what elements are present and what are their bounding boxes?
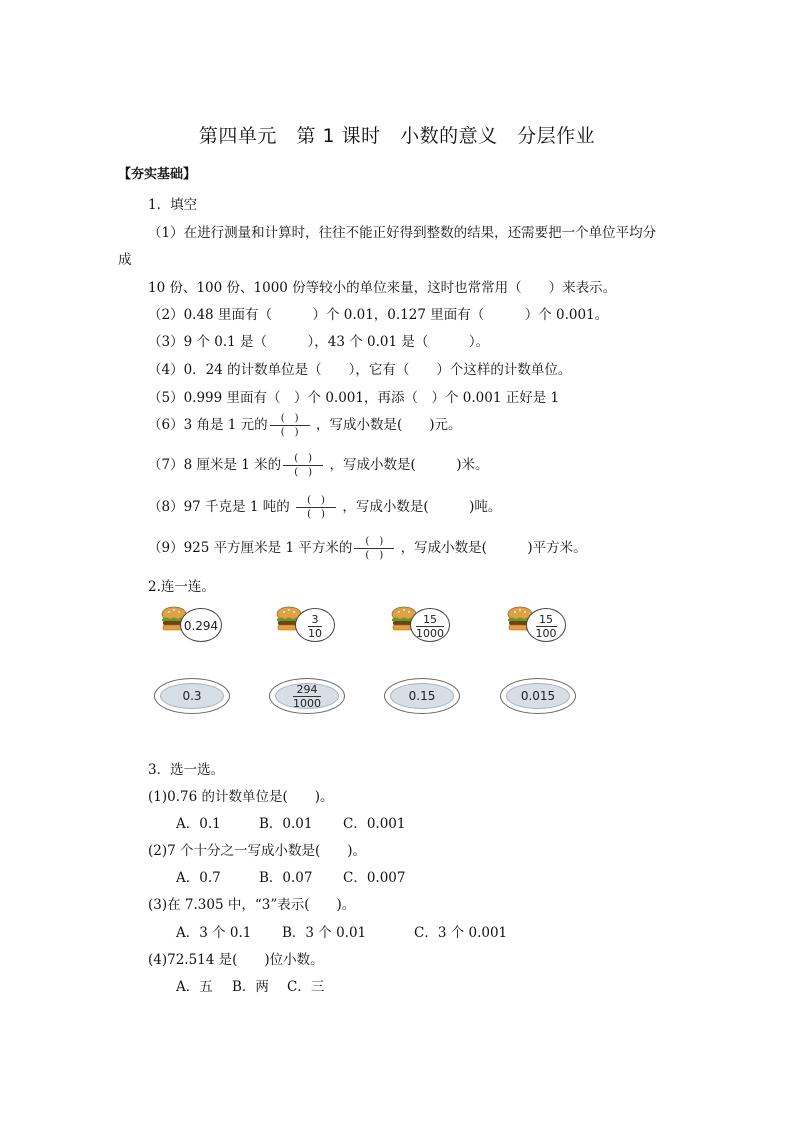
q1-heading: 1．填空 xyxy=(148,197,198,213)
q3-question-1: (1)0.76 的计数单位是( )。 xyxy=(148,789,334,805)
q2-heading: 2.连一连。 xyxy=(148,579,215,595)
fraction-blank: $\frac{( )}{( )}$ xyxy=(296,495,336,520)
card-fraction: $\frac{3}{10}$ xyxy=(308,613,322,640)
q1-item8 xyxy=(148,495,501,520)
q3-heading: 3．选一选。 xyxy=(148,762,225,778)
q1-item9 xyxy=(148,536,587,561)
q3-option-3c: C．3 个 0.001 xyxy=(414,925,508,941)
q3-option-3a: A．3 个 0.1 xyxy=(176,925,252,941)
plate-value: 0.15 xyxy=(390,683,454,709)
q1-item6-prefix: （6）3 角是 1 元的 xyxy=(148,417,268,433)
q3-option-4b: B．两 xyxy=(232,979,269,995)
page-title: 第四单元 第 1 课时 小数的意义 分层作业 xyxy=(198,125,596,147)
q1-item2: （2）0.48 里面有（ ）个 0.01，0.127 里面有（ ）个 0.001。 xyxy=(148,307,609,323)
q3-option-2b: B．0.07 xyxy=(259,870,313,886)
match-plate-3[interactable] xyxy=(384,678,460,714)
section-label: 【夯实基础】 xyxy=(118,167,197,182)
q1-item9-suffix: ，写成小数是( )平方米。 xyxy=(400,540,587,556)
q1-item1-line2: 成 xyxy=(118,252,132,268)
q3-option-4a: A．五 xyxy=(176,979,213,995)
match-plate-4[interactable] xyxy=(500,678,576,714)
fraction-blank: $\frac{( )}{( )}$ xyxy=(283,453,323,478)
plate-value: 294 1000 xyxy=(275,683,339,709)
q3-option-4c: C．三 xyxy=(287,979,325,995)
match-plate-2[interactable] xyxy=(269,678,345,714)
match-card-top-1[interactable] xyxy=(180,608,222,642)
fraction-blank: $\frac{( )}{( )}$ xyxy=(270,413,310,438)
plate-value: 0.3 xyxy=(160,683,224,709)
q1-item6 xyxy=(148,413,462,438)
q1-item8-suffix: ，写成小数是( )吨。 xyxy=(342,499,502,515)
q3-option-1a: A．0.1 xyxy=(176,816,221,832)
q3-option-3b: B．3 个 0.01 xyxy=(282,925,367,941)
q3-option-1c: C．0.001 xyxy=(343,816,406,832)
q1-item8-prefix: （8）97 千克是 1 吨的 xyxy=(148,499,290,515)
match-plate-1[interactable] xyxy=(154,678,230,714)
q1-item9-prefix: （9）925 平方厘米是 1 平方米的 xyxy=(148,540,353,556)
q1-item7 xyxy=(148,453,489,478)
q3-question-3: (3)在 7.305 中，“3”表示( )。 xyxy=(148,897,356,913)
card-fraction: $\frac{15}{1000}$ xyxy=(416,613,444,640)
q1-item7-suffix: ，写成小数是( )米。 xyxy=(329,457,489,473)
match-card-top-2[interactable] xyxy=(295,608,335,642)
q3-question-2: (2)7 个十分之一写成小数是( )。 xyxy=(148,843,367,859)
q3-option-1b: B．0.01 xyxy=(259,816,313,832)
q1-item1-line1: （1）在进行测量和计算时，往往不能正好得到整数的结果，还需要把一个单位平均分 xyxy=(148,225,657,241)
q1-item4: （4）0．24 的计数单位是（ ），它有（ ）个这样的计数单位。 xyxy=(148,362,572,378)
q3-option-2a: A．0.7 xyxy=(176,870,221,886)
plate-value: 0.015 xyxy=(506,683,570,709)
fraction-blank: $\frac{( )}{( )}$ xyxy=(354,536,394,561)
match-card-top-3[interactable] xyxy=(410,608,450,642)
q1-item5: （5）0.999 里面有（ ）个 0.001，再添（ ）个 0.001 正好是 1 xyxy=(148,390,560,406)
q3-question-4: (4)72.514 是( )位小数。 xyxy=(148,952,324,968)
q1-item7-prefix: （7）8 厘米是 1 米的 xyxy=(148,457,282,473)
card-fraction: $\frac{15}{100}$ xyxy=(535,613,557,640)
card-value: 0.294 xyxy=(183,619,219,633)
q1-item1-line3: 10 份、100 份、1000 份等较小的单位来量，这时也常常用（ ）来表示。 xyxy=(148,280,617,296)
q3-option-2c: C．0.007 xyxy=(343,870,406,886)
q1-item3: （3）9 个 0.1 是（ ），43 个 0.01 是（ ）。 xyxy=(148,334,490,350)
match-card-top-4[interactable] xyxy=(526,608,566,642)
q1-item6-suffix: ，写成小数是( )元。 xyxy=(315,417,462,433)
